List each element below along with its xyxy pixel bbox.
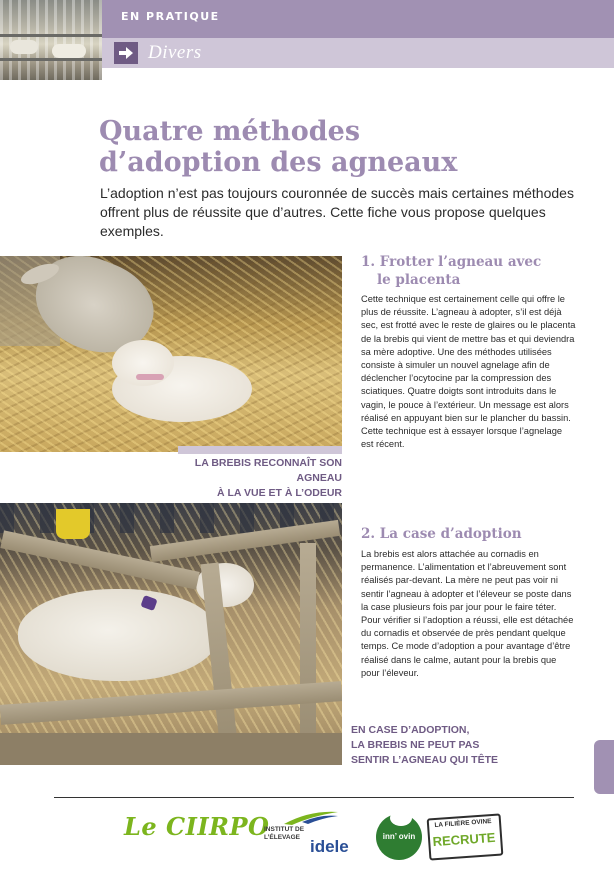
arrow-right-icon xyxy=(114,42,138,64)
section-label: EN PRATIQUE xyxy=(121,10,220,23)
photo-yellow-bucket xyxy=(56,509,90,539)
photo-pen-board xyxy=(0,681,342,725)
photo-ewe-and-lamb xyxy=(0,256,342,452)
section-body: Cette technique est certainement celle qui offre le plus de réussite. L’agneau à adopter, s’il est déjà sec, est frotté avec le reste de glaires ou le placenta de la brebis qui vient de mettre bas et qui deviendra sa mère adoptive. Une des méthodes utilisées consiste à simuler un nouvel agnelage afin de déclencher l’ocytocine par la compression des sciatiques. Quatre doigts sont introduits dans le vagin, le pouce à l’extérieur. Un message est alors réalisé en appuyant bien sur le plancher du bassin. Cette technique est à essayer lorsque l’agnelage est récent. xyxy=(361,294,576,450)
header-photo-sheep xyxy=(52,44,86,58)
page-title xyxy=(99,116,539,178)
caption-band xyxy=(178,446,342,454)
page-title-line: d’adoption des agneaux xyxy=(99,147,458,178)
logo-recrute-title: RECRUTE xyxy=(432,829,496,850)
header-photo-sheep xyxy=(10,40,38,54)
caption-line: EN CASE D’ADOPTION, xyxy=(351,724,470,736)
logo-idele-subtitle: INSTITUT DE L’ÉLEVAGE xyxy=(264,826,305,841)
photo-caption xyxy=(166,456,342,501)
footer-divider xyxy=(54,797,574,798)
sheep-icon xyxy=(390,810,412,826)
caption-line: À LA VUE ET À L’ODEUR xyxy=(216,487,342,499)
section-heading xyxy=(361,253,561,289)
idele-swoosh-icon xyxy=(282,808,340,826)
caption-line: LA BREBIS RECONNAÎT SON AGNEAU xyxy=(194,457,342,484)
logo-recrute-subtitle: LA FILIÈRE OVINE xyxy=(434,818,492,829)
photo-adoption-pen xyxy=(0,503,342,765)
section-body: La brebis est alors attachée au cornadis en permanence. L’alimentation et l’abreuvement sont réalisés par-devant. La mère ne peut pas voir ni sentir l’agneau à adopter et l’éleveur se poste dans la case plusieurs fois par jour pour le faire téter. Pour vérifier si l’adoption a réussi, elle est détachée du cornadis et observée de près pendant quelque temps. Ce mode d’adoption a pour avantage d’être réalisé dans le calme, autant pour la brebis que pour l’éleveur. xyxy=(361,549,574,678)
logo-innovin-text: inn’ ovin xyxy=(382,832,416,841)
photo-pen-board xyxy=(0,530,199,589)
category-label: Divers xyxy=(148,42,202,63)
caption-line: LA BREBIS NE PEUT PAS xyxy=(351,739,480,751)
header-photo-rail xyxy=(0,34,102,37)
photo-caption xyxy=(351,723,531,768)
header-photo-rail xyxy=(0,58,102,61)
photo-pen-front xyxy=(0,733,342,765)
logo-ciirpo: Le CIIRPO xyxy=(124,812,270,841)
section-heading-line: 1. Frotter l’agneau avec xyxy=(361,254,542,270)
caption-line: SENTIR L’AGNEAU QUI TÊTE xyxy=(351,754,499,766)
page-title-line: Quatre méthodes xyxy=(99,116,361,147)
photo-sheep-body xyxy=(18,589,218,681)
logo-idele: idele xyxy=(310,837,349,856)
side-tab xyxy=(594,740,614,794)
intro-paragraph: L’adoption n’est pas toujours couronnée de succès mais certaines méthodes offrent plus de réussite que d’autres. Cette fiche vous propose quelques exemples. xyxy=(100,185,574,239)
section-heading-line: le placenta xyxy=(377,272,461,288)
section-heading: 2. La case d’adoption xyxy=(361,526,522,542)
photo-pen-post xyxy=(300,543,316,743)
photo-lamb-collar xyxy=(136,374,164,380)
